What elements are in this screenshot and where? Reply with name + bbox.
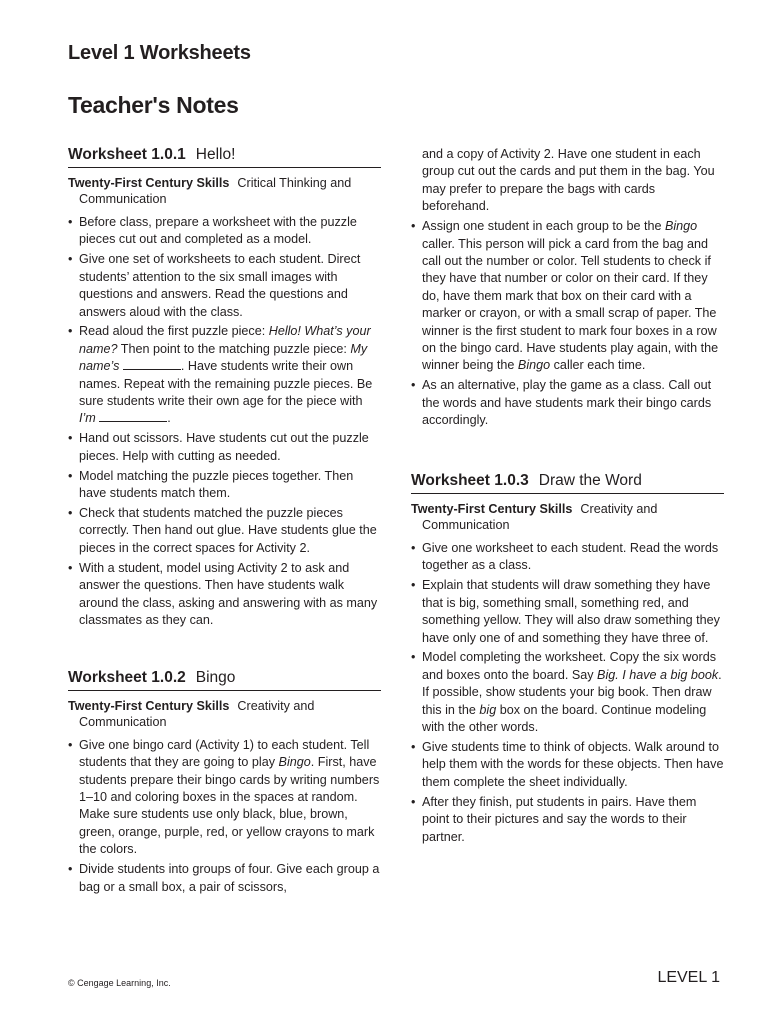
skills-value: Critical Thinking and Communication (79, 176, 352, 206)
footer-copyright: © Cengage Learning, Inc. (68, 978, 171, 988)
italic-text: big (479, 702, 497, 717)
list-item: • Explain that students will draw something they have that is big, something small, something red, and something yellow. They will also draw something they have only one of and something they have three of. (411, 577, 724, 647)
text-run: Assign one student in each group to be the (422, 219, 665, 234)
list-item (68, 737, 381, 859)
list-item (68, 323, 381, 427)
list-item (411, 218, 724, 375)
list-item: • Give one worksheet to each student. Read the words together as a class. (411, 540, 724, 575)
text-run: Read aloud the first puzzle piece: (79, 324, 269, 339)
list-item: • With a student, model using Activity 2 to ask and answer the questions. Then have students walk around the class, asking and answering with as many classmates as they can. (68, 560, 381, 630)
worksheet-number: Worksheet 1.0.3 (411, 472, 529, 489)
worksheet-1-0-1 (68, 146, 381, 629)
skills-label: Twenty-First Century Skills (68, 176, 230, 190)
footer-level: LEVEL 1 (657, 969, 720, 986)
left-column (68, 146, 381, 899)
worksheet-heading (68, 146, 381, 168)
italic-text: Bingo (278, 755, 311, 770)
list-item: • After they finish, put students in pairs. Have them point to their pictures and say the words to their partner. (411, 794, 724, 846)
worksheet-name: Hello! (195, 146, 236, 163)
skills-line (411, 501, 724, 533)
instructions-list (68, 737, 381, 896)
instructions-list (68, 214, 381, 629)
list-item: • Before class, prepare a worksheet with the puzzle pieces cut out and completed as a model. (68, 214, 381, 249)
list-item: • Divide students into groups of four. Give each group a bag or a small box, a pair of scissors, (68, 861, 381, 896)
list-item-continued: and a copy of Activity 2. Have one student in each group cut out the cards and put them in the bag. You may prefer to prepare the bags with cards beforehand. (422, 147, 715, 214)
skills-value: Creativity and Communication (422, 502, 658, 532)
skills-label: Twenty-First Century Skills (411, 502, 573, 516)
list-item: • Hand out scissors. Have students cut out the puzzle pieces. Help with cutting as needed. (68, 430, 381, 465)
worksheet-name: Draw the Word (538, 472, 642, 489)
list-item: • Give one set of worksheets to each student. Direct students’ attention to the six small images with questions and answers. Read the questions and answers aloud with the class. (68, 251, 381, 321)
text-run: . (167, 411, 171, 426)
text-run: . If possible, show students your big book. Then draw this in the (422, 667, 722, 717)
skills-line (68, 698, 381, 730)
list-item: • Check that students matched the puzzle pieces correctly. Then hand out glue. Have students glue the pieces in the correct spaces for Activity 2. (68, 505, 381, 557)
header-title: Level 1 Worksheets (68, 42, 251, 64)
skills-label: Twenty-First Century Skills (68, 698, 230, 713)
instructions-list (411, 540, 724, 846)
italic-text: Hello! What’s your name? (79, 324, 371, 356)
text-run: Model completing the worksheet. Copy the six words and boxes onto the board. Say (422, 650, 716, 682)
worksheet-heading (68, 669, 381, 691)
skills-value: Creativity and Communication (79, 698, 315, 729)
skills-line (68, 175, 381, 207)
text-run: . Have students write their own names. Repeat with the remaining puzzle pieces. Be sure students write their own age for the piece with (79, 359, 373, 409)
italic-text: My name’s (79, 341, 368, 374)
italic-text: Bingo (517, 358, 551, 373)
instructions-list-continued (411, 146, 724, 430)
italic-text: I’m (79, 411, 96, 426)
worksheet-number: Worksheet 1.0.2 (68, 668, 186, 686)
worksheet-number: Worksheet 1.0.1 (68, 146, 186, 163)
list-item: • Model matching the puzzle pieces together. Then have students match them. (68, 468, 381, 503)
list-item: • As an alternative, play the game as a class. Call out the words and have students mark their bingo cards accordingly. (411, 377, 724, 429)
text-run: Give one bingo card (Activity 1) to each student. Tell students that they are going to play (79, 737, 370, 770)
text-run: Then point to the matching puzzle piece: (117, 341, 351, 356)
text-run: caller. This person will pick a card from the bag and call out the number or color. Tell students to check if they have that number or color on their card. If they do, have them mark that box on their card with a marker or crayon, or with a small scrap of paper. The winner is the first student to mark four boxes in a row on the bingo card. Have students play again, with the winner being the (422, 236, 719, 373)
text-run: box on the board. Continue modeling with the other words. (422, 702, 707, 735)
worksheet-heading (411, 472, 724, 494)
italic-text: Big. I have a big book (597, 667, 719, 682)
right-column (411, 146, 724, 848)
italic-text: Bingo (664, 219, 698, 234)
text-run: caller each time. (550, 358, 646, 373)
worksheet-1-0-2 (68, 669, 381, 896)
fill-in-blank (99, 411, 167, 422)
worksheet-name: Bingo (195, 668, 236, 686)
page-title: Teacher's Notes (68, 92, 239, 118)
fill-in-blank (123, 359, 181, 370)
list-item: • Give students time to think of objects. Walk around to help them with the words for these objects. Then have them complete the sheet individually. (411, 739, 724, 791)
list-item (411, 649, 724, 736)
text-run: . First, have students prepare their bingo cards by writing numbers 1–10 and coloring boxes in the spaces at random. Make sure students use only black, blue, brown, green, orange, purple, red, or yellow crayons to mark the colors. (79, 755, 380, 857)
worksheet-1-0-3 (411, 472, 724, 846)
